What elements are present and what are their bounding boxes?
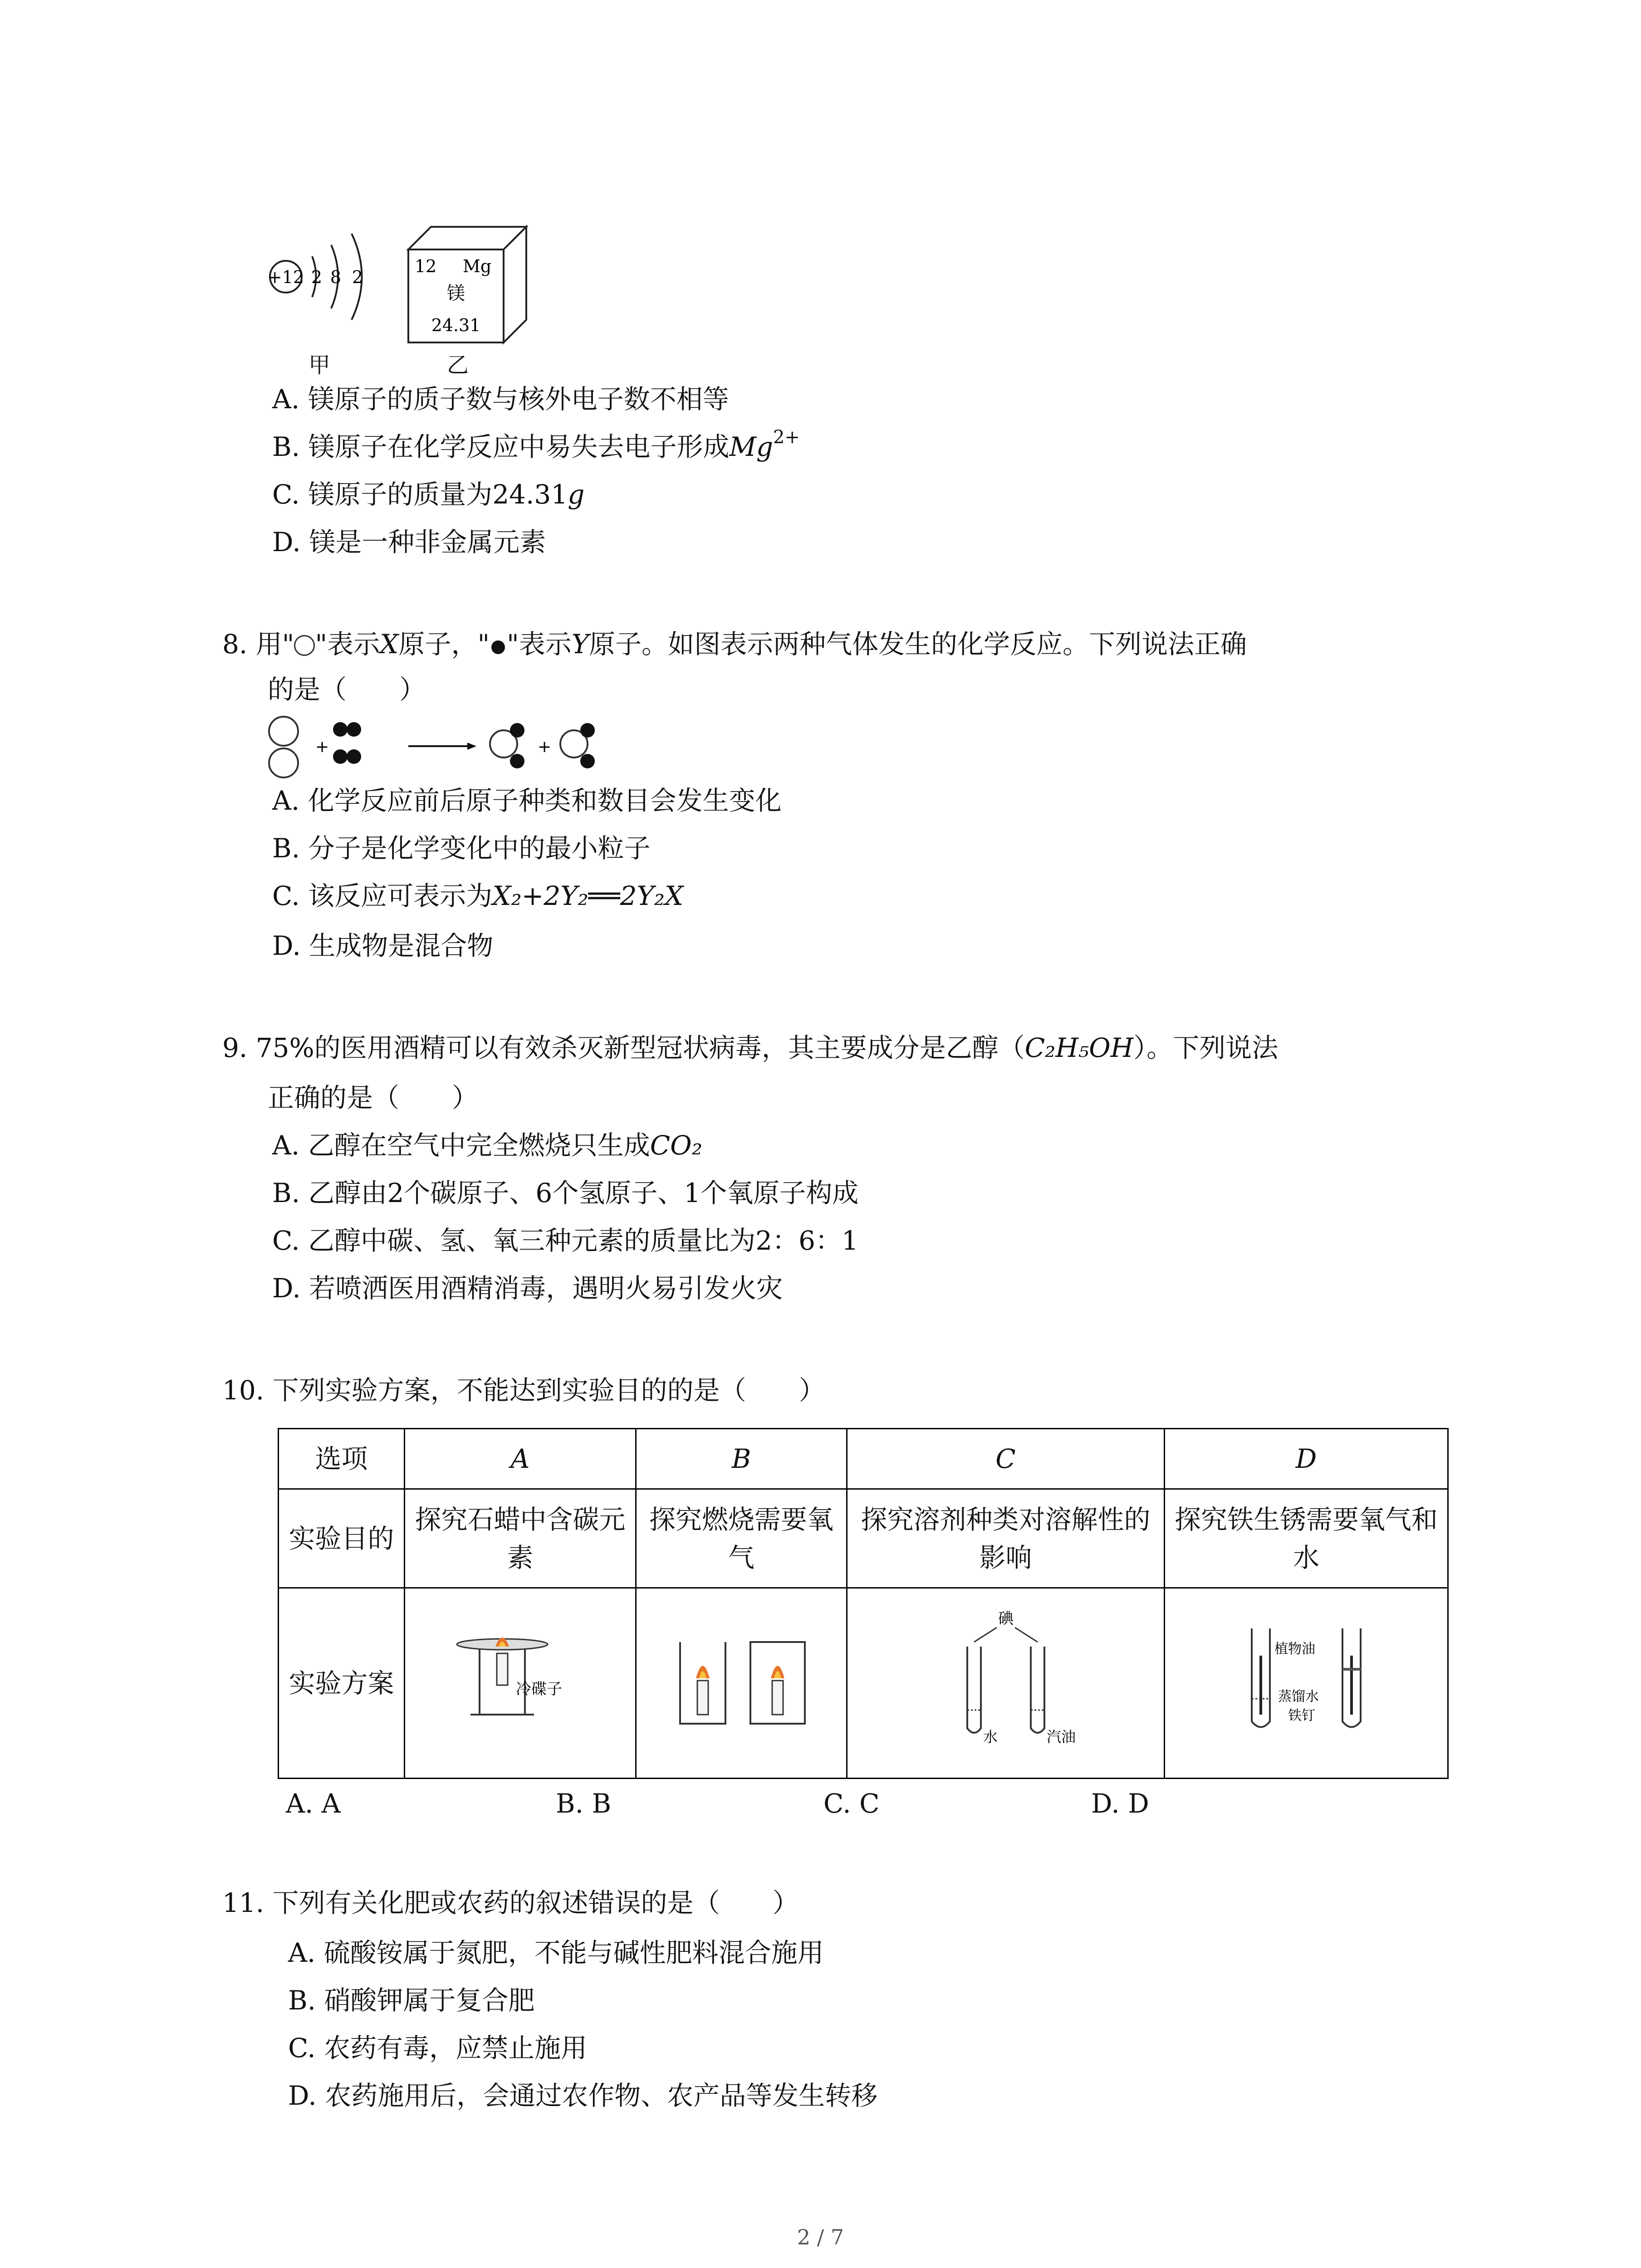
q8-stem-line1: 8. 用" "表示X原子，" "表示Y原子。如图表示两种气体发生的化学反应。下列说法正确	[222, 629, 1247, 660]
table-row-purpose-label: 实验目的	[279, 1489, 405, 1588]
ethanol-formula: C₂H₅OH	[1024, 1032, 1134, 1063]
q9-option-d: D. 若喷洒医用酒精消毒，遇明火易引发火灾	[272, 1273, 783, 1304]
mg-atom-structure-diagram	[263, 213, 381, 358]
nucleus-charge: +12	[267, 267, 304, 287]
q7-option-a: A. 镁原子的质子数与核外电子数不相等	[272, 384, 729, 415]
element-name: 镁	[447, 283, 465, 304]
q9-option-c: C. 乙醇中碳、氢、氧三种元素的质量比为2：6：1	[272, 1225, 858, 1256]
q10-answer-c: C. C	[823, 1788, 880, 1819]
q8-option-d: D. 生成物是混合物	[272, 930, 494, 961]
q8-option-b: B. 分子是化学变化中的最小粒子	[272, 833, 651, 864]
table-purpose-d: 探究铁生锈需要氧气和水	[1165, 1489, 1448, 1588]
table-scheme-a	[405, 1588, 636, 1779]
q11-option-b: B. 硝酸钾属于复合肥	[288, 1985, 535, 2016]
shell-2-count: 8	[330, 267, 342, 287]
q8-option-a: A. 化学反应前后原子种类和数目会发生变化	[272, 785, 782, 816]
mg-element-cell-diagram	[404, 222, 535, 349]
fig-yi-label: 乙	[447, 352, 469, 378]
fig-jia-label: 甲	[309, 352, 331, 378]
solid-dot-icon	[491, 640, 505, 654]
table-purpose-b: 探究燃烧需要氧气	[636, 1489, 847, 1588]
iodine-solvent-figure	[924, 1606, 1087, 1751]
q10-answer-d: D. D	[1091, 1788, 1149, 1819]
iron-nail-rust-figure	[1225, 1606, 1388, 1751]
atomic-mass: 24.31	[431, 315, 481, 335]
q11-option-a: A. 硫酸铵属于氮肥，不能与碱性肥料混合施用	[288, 1937, 824, 1968]
q10-answer-a: A. A	[286, 1788, 341, 1819]
shell-3-count: 2	[352, 267, 363, 287]
q8-option-c: C. 该反应可表示为X₂+2Y₂══2Y₂X	[272, 880, 684, 911]
q10-stem: 10. 下列实验方案，不能达到实验目的的是（ ）	[222, 1375, 825, 1406]
q9-stem-line1: 9. 75%的医用酒精可以有效杀灭新型冠状病毒，其主要成分是乙醇（C₂H₅OH）。下列说法	[222, 1032, 1279, 1063]
gasoline-label: 汽油	[1046, 1728, 1076, 1745]
table-header-c: C	[847, 1429, 1165, 1489]
table-row-scheme-label: 实验方案	[279, 1588, 405, 1779]
shell-1-count: 2	[311, 267, 323, 287]
q7-option-c: C. 镁原子的质量为24.31g	[272, 479, 585, 510]
q7-option-d: D. 镁是一种非金属元素	[272, 527, 546, 557]
q9-option-a: A. 乙醇在空气中完全燃烧只生成CO₂	[272, 1130, 702, 1161]
experiment-table	[278, 1428, 1449, 1779]
table-scheme-b	[636, 1588, 847, 1779]
mg-ion-symbol: Mg	[729, 431, 774, 462]
candle-beaker-figure	[669, 1610, 814, 1746]
table-header-a: A	[405, 1429, 636, 1489]
q7-option-b: B. 镁原子在化学反应中易失去电子形成$Mg^{2+}$	[272, 427, 800, 462]
reaction-equation: X₂+2Y₂══2Y₂X	[492, 880, 684, 911]
table-header-option: 选项	[279, 1429, 405, 1489]
table-purpose-a: 探究石蜡中含碳元素	[405, 1489, 636, 1588]
table-scheme-d	[1165, 1588, 1448, 1779]
plus-sign-1: +	[315, 738, 329, 756]
candle-cold-plate-figure	[448, 1610, 593, 1746]
cold-plate-label: 冷碟子	[515, 1680, 562, 1698]
page-number: 2 / 7	[797, 2225, 844, 2249]
q10-answer-b: B. B	[556, 1788, 612, 1819]
distilled-water-label: 蒸馏水	[1278, 1688, 1319, 1705]
table-header-b: B	[636, 1429, 847, 1489]
element-symbol: Mg	[463, 256, 492, 276]
plus-sign-2: +	[538, 738, 552, 756]
molecule-reaction-diagram	[263, 712, 617, 785]
atomic-number: 12	[415, 256, 437, 276]
iodine-label: 碘	[998, 1609, 1014, 1628]
oil-label: 植物油	[1274, 1641, 1315, 1657]
water-label: 水	[983, 1728, 998, 1745]
q11-option-d: D. 农药施用后，会通过农作物、农产品等发生转移	[288, 2080, 878, 2111]
q8-stem-line2: 的是（ ）	[268, 674, 426, 705]
table-scheme-c	[847, 1588, 1165, 1779]
q9-stem-line2: 正确的是（ ）	[268, 1082, 479, 1113]
hollow-circle-icon	[294, 635, 315, 656]
iron-nail-label: 铁钉	[1288, 1707, 1315, 1724]
table-header-d: D	[1165, 1429, 1448, 1489]
table-purpose-c: 探究溶剂种类对溶解性的影响	[847, 1489, 1165, 1588]
q11-option-c: C. 农药有毒，应禁止施用	[288, 2033, 588, 2063]
q11-stem: 11. 下列有关化肥或农药的叙述错误的是（ ）	[222, 1887, 799, 1918]
q9-option-b: B. 乙醇由2个碳原子、6个氢原子、1个氧原子构成	[272, 1178, 859, 1208]
